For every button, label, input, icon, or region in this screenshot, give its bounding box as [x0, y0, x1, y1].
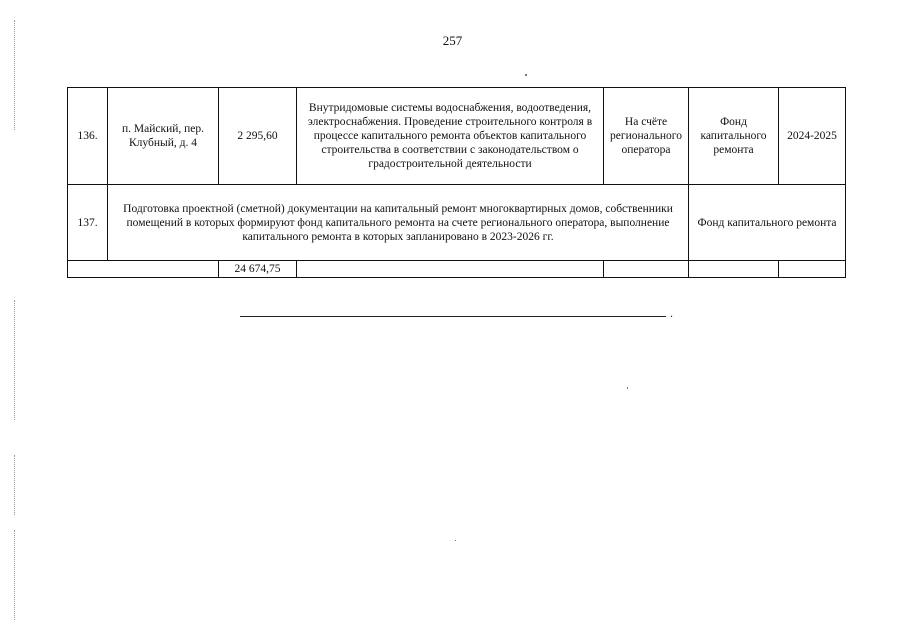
scan-speck [455, 540, 456, 541]
total-cost-cell: 24 674,75 [219, 261, 297, 278]
account-cell: На счёте регионального оператора [604, 88, 689, 185]
end-dot: . [670, 306, 673, 320]
table-row [68, 88, 846, 185]
project-description-cell: Подготовка проектной (сметной) документации на капитальный ремонт многоквартирных домов, собственники помещений в которых формируют фонд капитального ремонта на счете регионального оператора, выполнение капитального ремонта в которых запланировано в 2023-2026 гг. [108, 185, 689, 261]
period-cell: 2024-2025 [779, 88, 846, 185]
table-row-total [68, 261, 846, 278]
scan-margin-marks [14, 455, 16, 515]
empty-cell [604, 261, 689, 278]
empty-cell [779, 261, 846, 278]
scan-margin-marks [14, 300, 16, 420]
scan-speck [627, 387, 628, 389]
end-of-table-line [240, 316, 666, 317]
row-number: 137. [68, 185, 108, 261]
scan-speck [525, 74, 527, 76]
work-description-cell: Внутридомовые системы водоснабжения, водоотведения, электроснабжения. Проведение строительного контроля в процессе капитального ремонта объектов капитального строительства в соответствии с законодательством о градостроительной деятельности [297, 88, 604, 185]
page-number: 257 [442, 33, 463, 48]
address-cell: п. Майский, пер. Клубный, д. 4 [108, 88, 219, 185]
empty-cell [689, 261, 779, 278]
funding-source-cell: Фонд капитального ремонта [689, 185, 846, 261]
works-table [67, 87, 846, 278]
funding-source-cell: Фонд капитального ремонта [689, 88, 779, 185]
total-label-cell [68, 261, 219, 278]
row-number: 136. [68, 88, 108, 185]
cost-cell: 2 295,60 [219, 88, 297, 185]
empty-cell [297, 261, 604, 278]
scan-margin-marks [14, 530, 16, 620]
table-row [68, 185, 846, 261]
